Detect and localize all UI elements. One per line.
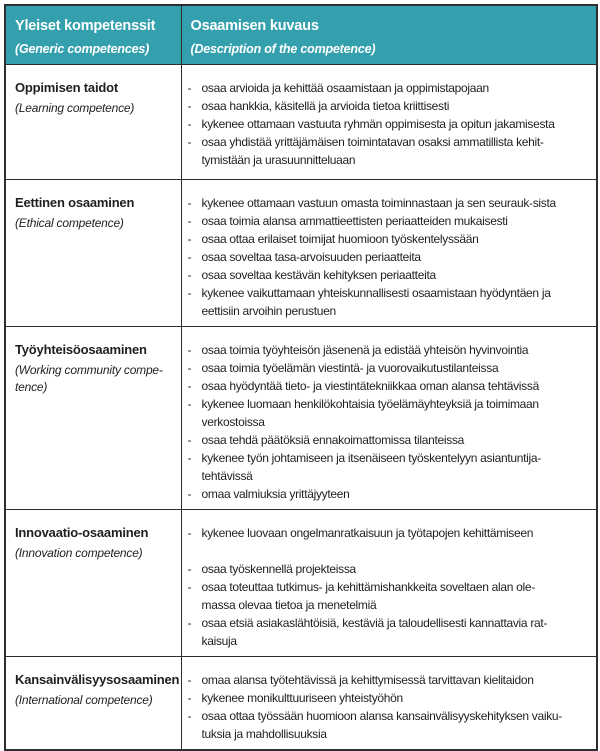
- header-col2-title: Osaamisen kuvaus: [190, 18, 319, 34]
- bullet-text: [202, 560, 592, 578]
- bullet-text: [202, 359, 592, 377]
- competence-name-cell: [5, 509, 181, 656]
- table-row: [5, 326, 597, 509]
- table-row: [5, 509, 597, 656]
- bullet-text: [202, 97, 592, 115]
- bullet-text: [202, 377, 592, 395]
- bullet-dash-marker: -: [187, 98, 192, 113]
- bullet-line: omaa alansa työtehtävissä ja kehittymisessä tarvittavan kielitaidon: [201, 672, 534, 687]
- competence-name-fi: Eettinen osaaminen: [15, 194, 135, 210]
- bullet-list: [188, 524, 592, 650]
- bullet-text: [202, 212, 592, 230]
- bullet-dash-marker: -: [187, 80, 192, 95]
- competence-description-cell: [181, 656, 597, 750]
- bullet-line: kykenee ottamaan vastuun omasta toiminnastaan ja sen seurauk-sista: [201, 195, 556, 210]
- competence-name-fi: Työyhteisöosaaminen: [15, 341, 147, 357]
- bullet-list: [188, 79, 592, 169]
- bullet-dash-marker: -: [187, 134, 192, 149]
- competence-name-cell: [5, 179, 181, 326]
- bullet-line: osaa toimia työyhteisön jäsenenä ja edistää yhteisön hyvinvointia: [201, 342, 529, 357]
- bullet-dash-marker: -: [187, 342, 192, 357]
- bullet-item: [188, 194, 592, 212]
- bullet-line: massa olevaa tietoa ja menetelmiä: [201, 597, 377, 612]
- bullet-line: eettisiin arvoihin perustuen: [201, 303, 336, 318]
- bullet-dash-marker: -: [187, 672, 192, 687]
- bullet-line: omaa valmiuksia yrittäjyyteen: [201, 486, 350, 501]
- bullet-line: tymistään ja urasuunnitteluaan: [201, 152, 356, 167]
- competence-name-en-line: (Innovation competence): [15, 545, 143, 560]
- competence-name-en-line: (Ethical competence): [15, 215, 124, 230]
- header-cell-generic-competences: [5, 5, 181, 64]
- competences-table: [4, 4, 598, 751]
- bullet-text: [202, 524, 592, 542]
- bullet-text: [202, 79, 592, 97]
- competence-name-en-line: (Learning competence): [15, 100, 135, 115]
- bullet-line: osaa toimia alansa ammattieettisten periaatteiden mukaisesti: [201, 213, 508, 228]
- bullet-dash-marker: -: [187, 378, 192, 393]
- bullet-list: [188, 671, 592, 743]
- bullet-dash-marker: -: [187, 708, 192, 723]
- bullet-item: [188, 284, 592, 320]
- bullet-item: [188, 449, 592, 485]
- competence-name-en-line: tence): [15, 379, 48, 394]
- competence-name-fi: Kansainvälisyysosaaminen: [15, 671, 180, 687]
- bullet-line: osaa tehdä päätöksiä ennakoimattomissa tilanteissa: [201, 432, 465, 447]
- bullet-text: [202, 449, 592, 485]
- bullet-item: [188, 359, 592, 377]
- bullet-dash-marker: -: [187, 561, 192, 576]
- bullet-item: [188, 578, 592, 614]
- bullet-item: [188, 79, 592, 97]
- bullet-dash-marker: -: [187, 432, 192, 447]
- bullet-item: [188, 395, 592, 431]
- bullet-item: [188, 248, 592, 266]
- bullet-item: [188, 230, 592, 248]
- competence-name-en: [15, 545, 176, 562]
- competence-description-cell: [181, 326, 597, 509]
- bullet-line: osaa työskennellä projekteissa: [201, 561, 356, 576]
- bullet-line: kykenee vaikuttamaan yhteiskunnallisesti osaamistaan hyödyntäen ja: [201, 285, 551, 300]
- table-body: [5, 64, 597, 750]
- bullet-item: [188, 266, 592, 284]
- competence-name-cell: [5, 64, 181, 179]
- bullet-text: [202, 230, 592, 248]
- bullet-text: [202, 671, 592, 689]
- bullet-text: [202, 194, 592, 212]
- bullet-text: [202, 578, 592, 614]
- header-col1-title: Yleiset kompetenssit: [15, 18, 156, 34]
- bullet-item: [188, 689, 592, 707]
- competence-name-cell: [5, 326, 181, 509]
- competence-name-en: [15, 100, 176, 117]
- bullet-line: kaisuja: [201, 633, 237, 648]
- bullet-text: [202, 614, 592, 650]
- bullet-line: osaa toteuttaa tutkimus- ja kehittämishankkeita soveltaen alan ole-: [201, 579, 535, 594]
- table-row: [5, 179, 597, 326]
- bullet-text: [202, 395, 592, 431]
- bullet-line: verkostoissa: [201, 414, 265, 429]
- bullet-line: kykenee työn johtamiseen ja itsenäiseen työskentelyyn asiantuntija-: [201, 450, 541, 465]
- bullet-line: osaa toimia työelämän viestintä- ja vuorovaikutustilanteissa: [201, 360, 499, 375]
- bullet-line: osaa hyödyntää tieto- ja viestintätekniikkaa oman alansa tehtävissä: [201, 378, 539, 393]
- bullet-line: osaa hankkia, käsitellä ja arvioida tietoa kriittisesti: [201, 98, 450, 113]
- bullet-dash-marker: -: [187, 690, 192, 705]
- bullet-item: [188, 97, 592, 115]
- bullet-dash-marker: -: [187, 396, 192, 411]
- bullet-item: [188, 524, 592, 542]
- bullet-line: tuksia ja mahdollisuuksia: [201, 726, 327, 741]
- bullet-line: osaa ottaa työssään huomioon alansa kansainvälisyyskehityksen vaiku-: [201, 708, 562, 723]
- header-cell-competence-description: [181, 5, 597, 64]
- bullet-item: [188, 614, 592, 650]
- competence-description-cell: [181, 509, 597, 656]
- bullet-line: osaa etsiä asiakaslähtöisiä, kestäviä ja taloudellisesti kannattavia rat-: [201, 615, 548, 630]
- bullet-text: [202, 707, 592, 743]
- bullet-line: kykenee luovaan ongelmanratkaisuun ja työtapojen kehittämiseen: [201, 525, 534, 540]
- header-row: [5, 5, 597, 64]
- bullet-dash-marker: -: [187, 486, 192, 501]
- competence-name-fi: Innovaatio-osaaminen: [15, 524, 149, 540]
- bullet-dash-marker: -: [187, 195, 192, 210]
- table-header: [5, 5, 597, 64]
- bullet-dash-marker: -: [187, 525, 192, 540]
- bullet-item: [188, 707, 592, 743]
- bullet-item: [188, 560, 592, 578]
- bullet-line: osaa soveltaa tasa-arvoisuuden periaatteita: [201, 249, 421, 264]
- bullet-list: [188, 341, 592, 503]
- bullet-item: [188, 485, 592, 503]
- competence-name-fi: Oppimisen taidot: [15, 79, 118, 95]
- bullet-dash-marker: -: [187, 116, 192, 131]
- competence-name-en: [15, 692, 176, 709]
- competence-name-en-line: (Working community compe-: [15, 362, 163, 377]
- bullet-text: [202, 431, 592, 449]
- bullet-text: [202, 248, 592, 266]
- bullet-text: [202, 266, 592, 284]
- competence-name-cell: [5, 656, 181, 750]
- table-row: [5, 656, 597, 750]
- bullet-dash-marker: -: [187, 450, 192, 465]
- header-col2-subtitle: (Description of the competence): [190, 42, 376, 56]
- bullet-text: [202, 284, 592, 320]
- bullet-line: tehtävissä: [201, 468, 253, 483]
- bullet-list: [188, 194, 592, 320]
- competence-description-cell: [181, 64, 597, 179]
- bullet-text: [202, 133, 592, 169]
- bullet-dash-marker: -: [187, 285, 192, 300]
- bullet-line: osaa arvioida ja kehittää osaamistaan ja oppimistapojaan: [201, 80, 489, 95]
- bullet-item: [188, 212, 592, 230]
- bullet-dash-marker: -: [187, 615, 192, 630]
- bullet-dash-marker: -: [187, 360, 192, 375]
- bullet-text: [202, 115, 592, 133]
- bullet-line: osaa ottaa erilaiset toimijat huomioon työskentelyssään: [201, 231, 479, 246]
- bullet-item: [188, 341, 592, 359]
- bullet-dash-marker: -: [187, 231, 192, 246]
- bullet-item: [188, 377, 592, 395]
- bullet-item: [188, 671, 592, 689]
- bullet-item: [188, 115, 592, 133]
- bullet-line: kykenee luomaan henkilökohtaisia työelämäyhteyksiä ja toimimaan: [201, 396, 539, 411]
- bullet-line: kykenee ottamaan vastuuta ryhmän oppimisesta ja opitun jakamisesta: [201, 116, 555, 131]
- bullet-text: [202, 689, 592, 707]
- bullet-dash-marker: -: [187, 267, 192, 282]
- competence-name-en: [15, 362, 176, 396]
- bullet-item: [188, 431, 592, 449]
- competence-name-en: [15, 215, 176, 232]
- bullet-item: [188, 133, 592, 169]
- bullet-text: [202, 485, 592, 503]
- bullet-line: osaa soveltaa kestävän kehityksen periaatteita: [201, 267, 436, 282]
- bullet-line: osaa yhdistää yrittäjämäisen toimintatavan osaksi ammatillista kehit-: [201, 134, 544, 149]
- competence-name-en-line: (International competence): [15, 692, 153, 707]
- competence-description-cell: [181, 179, 597, 326]
- bullet-dash-marker: -: [187, 213, 192, 228]
- header-col1-subtitle: (Generic competences): [15, 42, 150, 56]
- bullet-text: [202, 341, 592, 359]
- bullet-dash-marker: -: [187, 249, 192, 264]
- bullet-dash-marker: -: [187, 579, 192, 594]
- table-row: [5, 64, 597, 179]
- bullet-line: kykenee monikulttuuriseen yhteistyöhön: [201, 690, 403, 705]
